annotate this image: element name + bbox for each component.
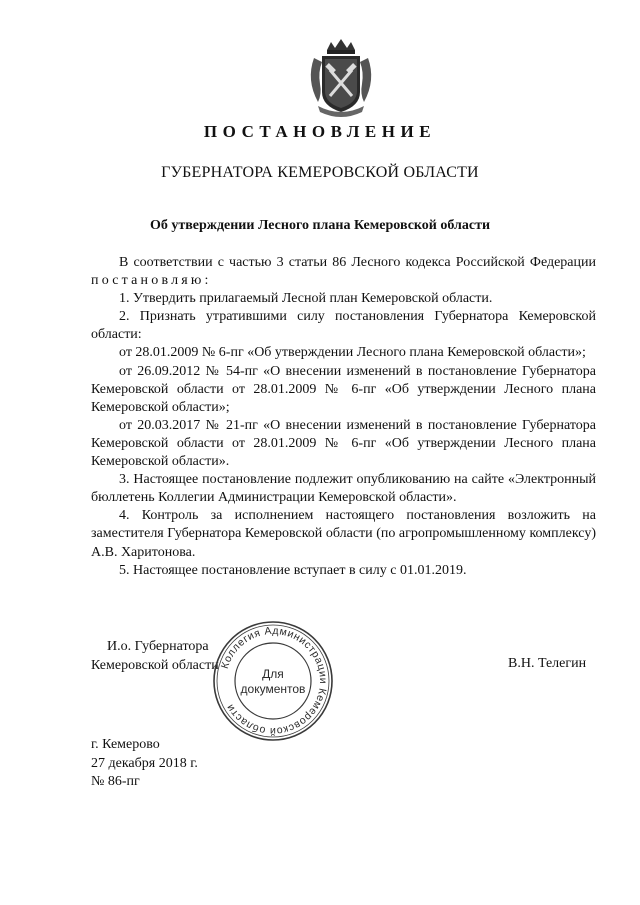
coat-of-arms-icon [300,36,382,118]
signature-position [91,638,219,675]
signature-name: В.Н. Телегин [508,656,587,671]
item-2a: от 28.01.2009 № 6-пг «Об утверждении Лесного плана Кемеровской области»; [119,345,586,361]
preamble-decree-word: постановляю: [91,273,212,289]
item-5: 5. Настоящее постановление вступает в силу с 01.01.2019. [119,562,467,578]
preamble-text: В соответствии с частью 3 статьи 86 Лесного кодекса Российской Федерации [119,255,596,270]
item-2b: от 26.09.2012 № 54-пг «О внесении изменений в постановление Губернатора Кемеровской области от 28.01.2009 № 6-пг «Об утверждении Лесного плана Кемеровской области»; [91,363,596,415]
document-type: ПОСТАНОВЛЕНИЕ [203,122,437,141]
footer-date: 27 декабря 2018 г. [91,755,198,771]
stamp-center-line1: Для [262,667,284,681]
stamp-center-line2: документов [240,682,306,696]
item-3: 3. Настоящее постановление подлежит опубликованию на сайте «Электронный бюллетень Коллегии Администрации Кемеровской области». [91,472,596,506]
item-4: 4. Контроль за исполнением настоящего постановления возложить на заместителя Губернатора Кемеровской области (по агропромышленному комплексу) А.В. Харитонова. [91,508,596,560]
item-1: 1. Утвердить прилагаемый Лесной план Кемеровской области. [119,291,493,307]
document-issuer: ГУБЕРНАТОРА КЕМЕРОВСКОЙ ОБЛАСТИ [161,164,479,181]
stamp-ring-text: Коллегия Администрации Кемеровской области [218,624,330,738]
item-2: 2. Признать утратившими силу постановления Губернатора Кемеровской области: [91,309,596,343]
document-body [91,254,596,580]
official-stamp [210,618,336,744]
document-footer [91,736,198,792]
signature-position-line1: И.о. Губернатора [107,639,209,654]
footer-number: № 86-пг [91,774,140,789]
footer-city: г. Кемерово [91,737,160,752]
signature-position-line2: Кемеровской области [91,657,219,673]
item-2c: от 20.03.2017 № 21-пг «О внесении изменений в постановление Губернатора Кемеровской области от 28.01.2009 № 6-пг «Об утверждении Лесного плана Кемеровской области». [91,417,596,470]
preamble-paragraph [91,254,596,290]
document-title: Об утверждении Лесного плана Кемеровской области [149,218,491,233]
